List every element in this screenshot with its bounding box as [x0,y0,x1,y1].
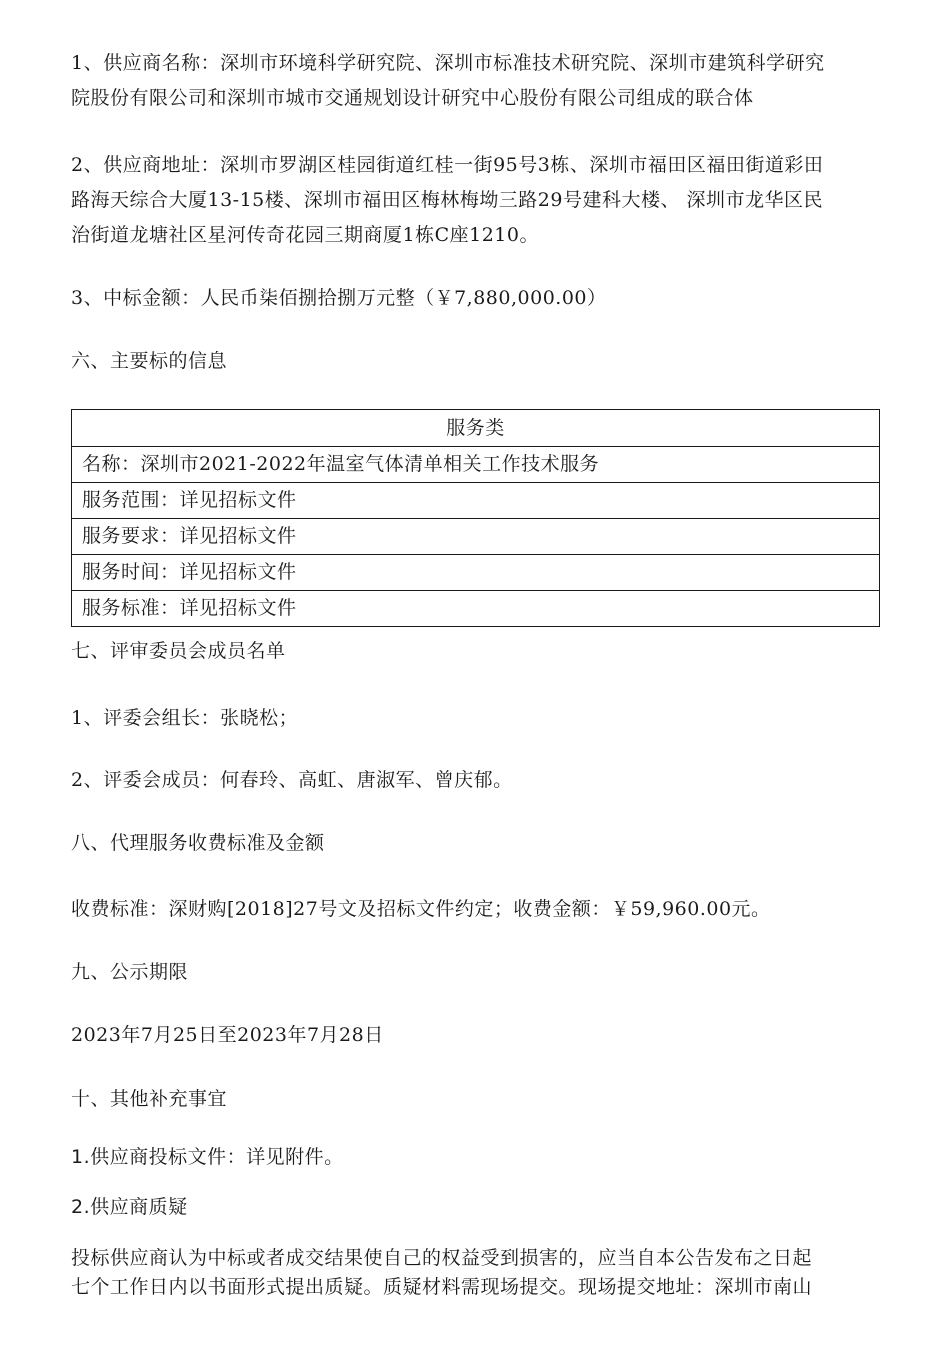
committee-members: 2、评委会成员：何春玲、高虹、唐淑军、曾庆郁。 [71,769,513,791]
supplier-name-line2: 院股份有限公司和深圳市城市交通规划设计研究中心股份有限公司组成的联合体 [71,87,754,109]
challenge-paragraph-line2: 七个工作日内以书面形式提出质疑。质疑材料需现场提交。现场提交地址：深圳市南山 [71,1276,813,1298]
table-row: 服务范围：详见招标文件 [72,482,879,518]
award-amount: 3、中标金额：人民币柒佰捌拾捌万元整（￥7,880,000.00） [71,287,607,309]
fee-standard: 收费标准：深财购[2018]27号文及招标文件约定；收费金额：￥59,960.00元。 [71,898,771,920]
publicity-period: 2023年7月25日至2023年7月28日 [71,1024,384,1046]
supplier-address-line1: 2、供应商地址：深圳市罗湖区桂园街道红桂一街95号3栋、深圳市福田区福田街道彩田 [71,154,824,176]
table-row: 服务标准：详见招标文件 [72,590,879,626]
supplement-item-1: 1.供应商投标文件：详见附件。 [71,1146,344,1168]
service-info-table [71,409,880,627]
challenge-paragraph-line1: 投标供应商认为中标或者成交结果使自己的权益受到损害的，应当自本公告发布之日起 [71,1247,813,1269]
table-header: 服务类 [72,410,879,447]
table-row: 服务要求：详见招标文件 [72,518,879,554]
section8-heading: 八、代理服务收费标准及金额 [71,832,325,854]
section7-heading: 七、评审委员会成员名单 [71,640,286,662]
supplier-address-line3: 治街道龙塘社区星河传奇花园三期商厦1栋C座1210。 [71,224,539,246]
committee-leader: 1、评委会组长：张晓松； [71,707,299,729]
supplier-address-line2: 路海天综合大厦13-15楼、深圳市福田区梅林梅坳三路29号建科大楼、 深圳市龙华区民 [71,189,823,211]
supplement-item-2: 2.供应商质疑 [71,1196,188,1218]
table-row: 服务时间：详见招标文件 [72,554,879,590]
section9-heading: 九、公示期限 [71,961,189,983]
section10-heading: 十、其他补充事宜 [71,1088,228,1110]
section6-heading: 六、主要标的信息 [71,350,228,372]
supplier-name-line1: 1、供应商名称：深圳市环境科学研究院、深圳市标准技术研究院、深圳市建筑科学研究 [71,52,825,74]
table-row: 名称：深圳市2021-2022年温室气体清单相关工作技术服务 [82,453,600,475]
